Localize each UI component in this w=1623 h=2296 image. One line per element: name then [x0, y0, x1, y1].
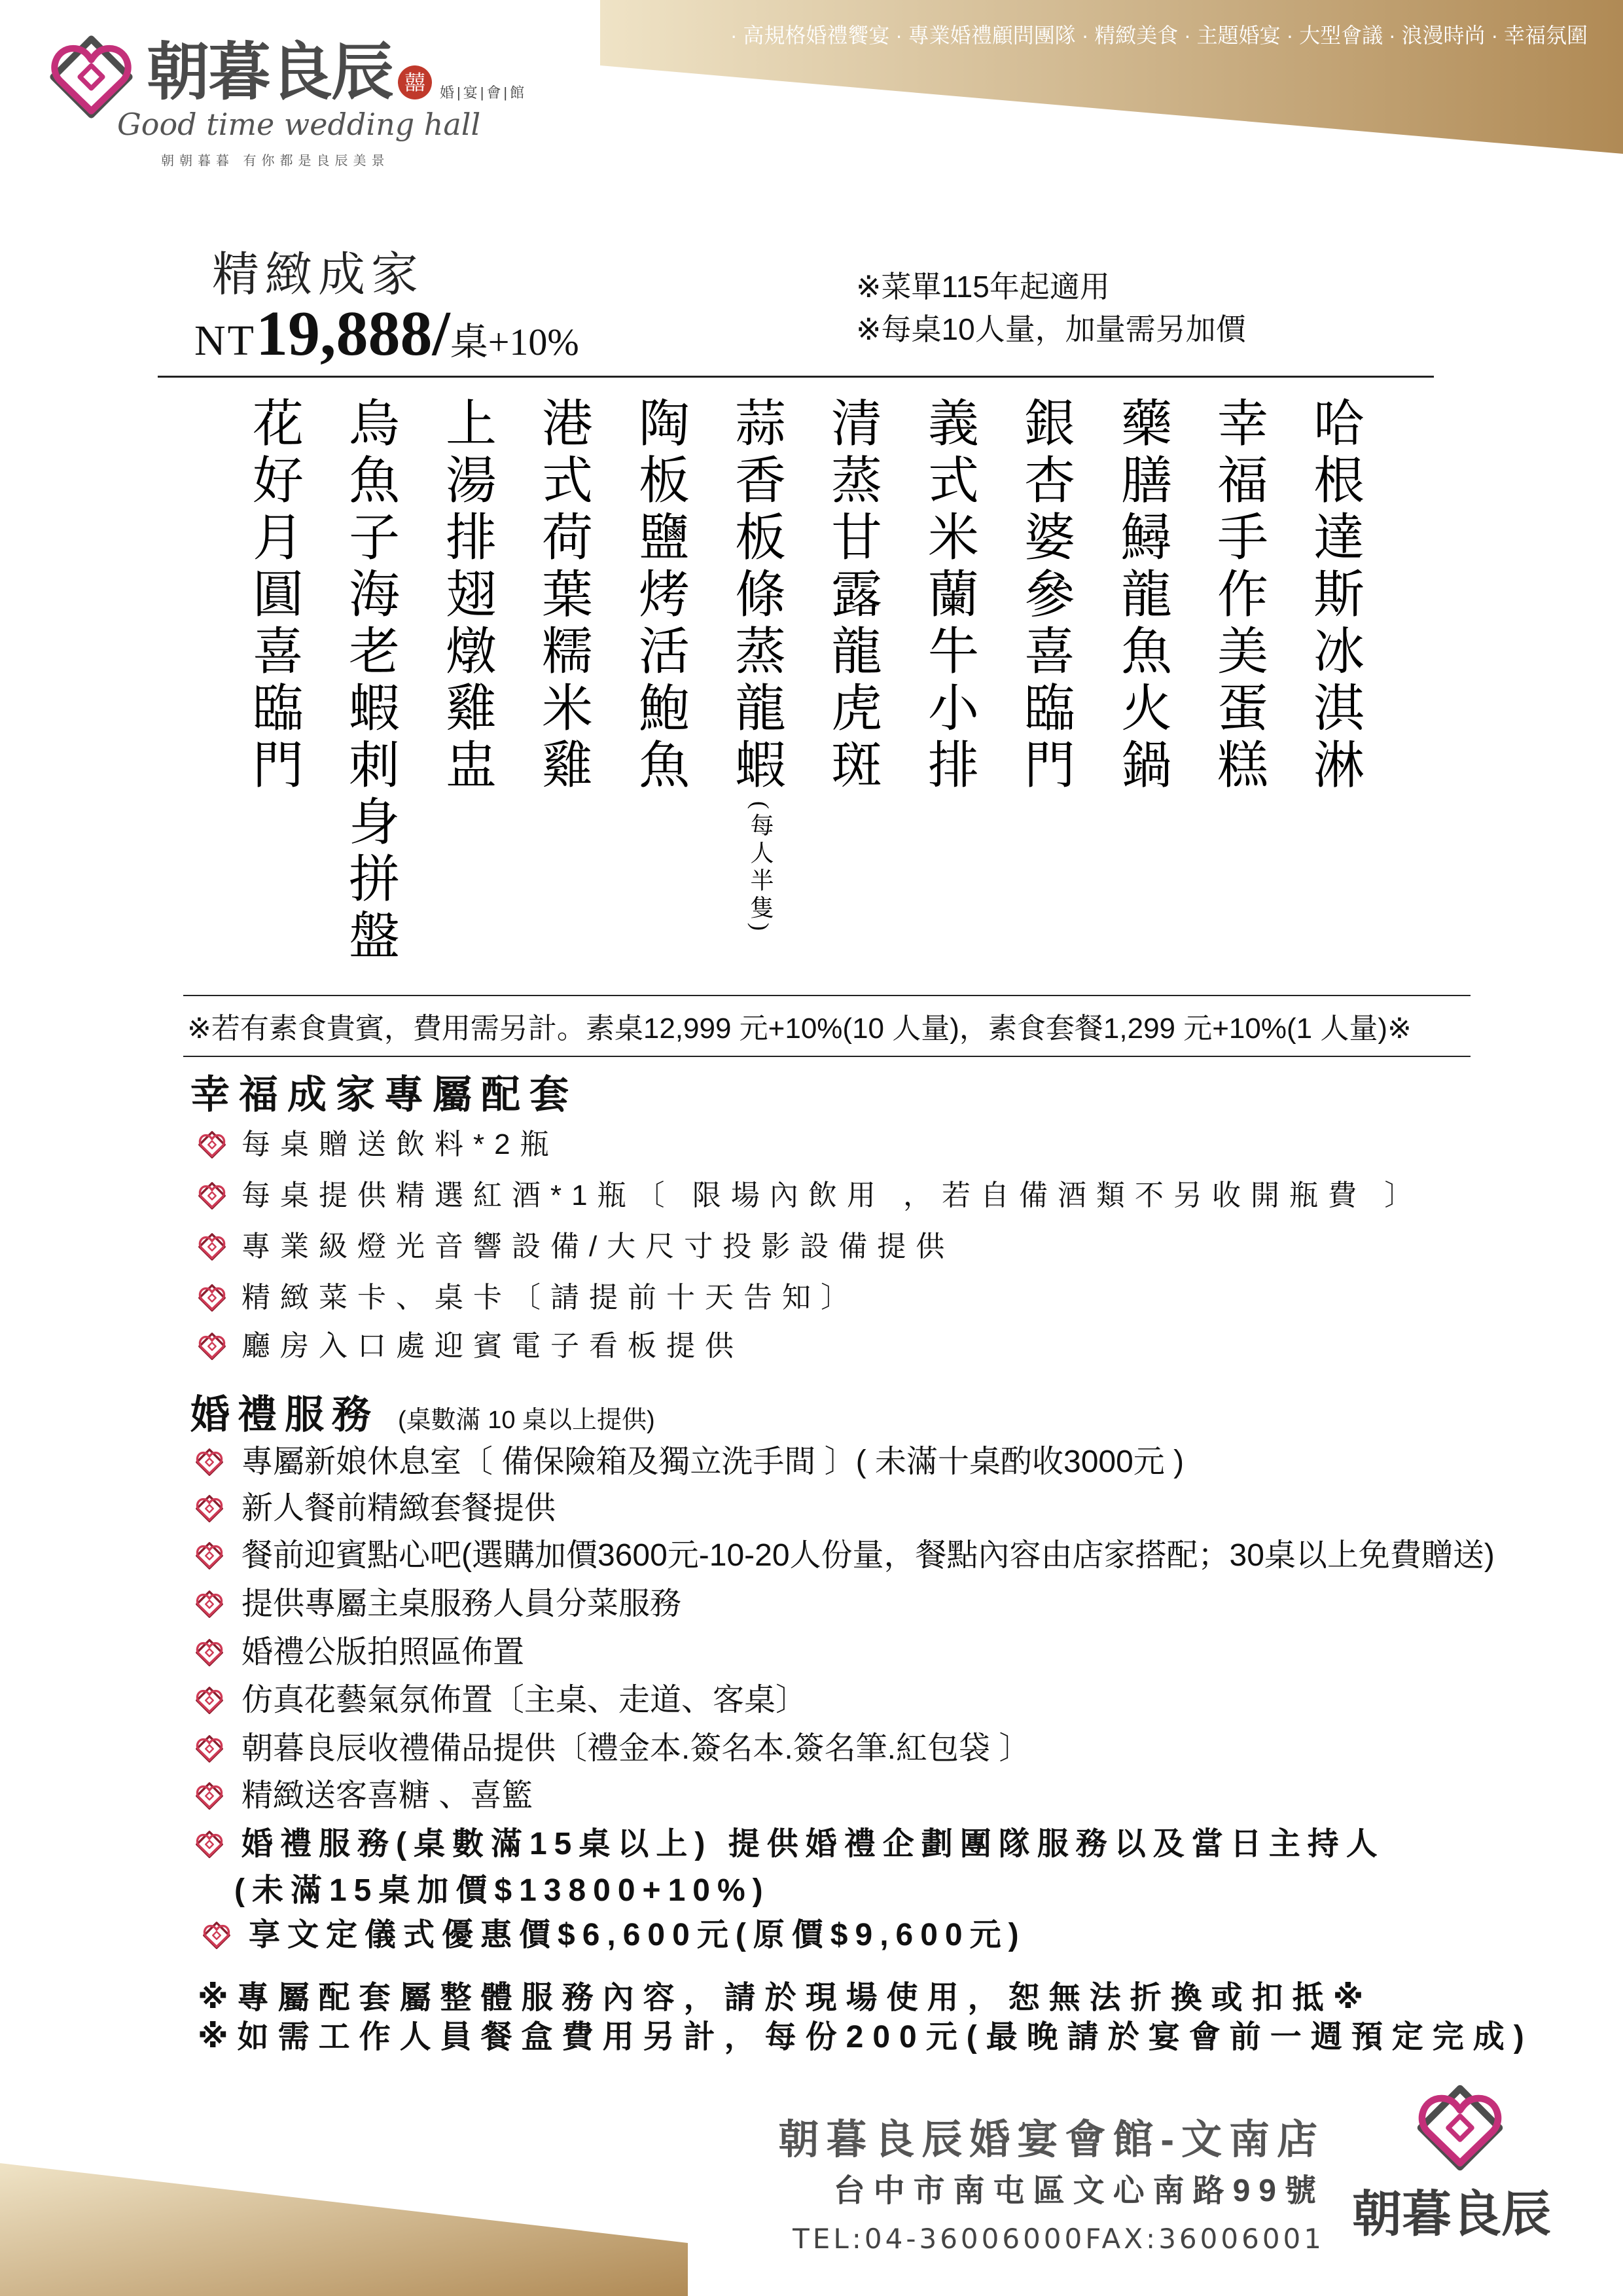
header-tagline: · 高規格婚禮饗宴 · 專業婚禮顧問團隊 · 精緻美食 · 主題婚宴 · 大型會議 · 浪漫時尚 · 幸福氛圍 — [730, 24, 1588, 47]
list-item-text: 朝暮良辰收禮備品提供〔禮金本.簽名本.簽名筆.紅包袋 〕 — [241, 1731, 1031, 1766]
section-heading — [190, 1392, 655, 1438]
package-name: 精緻成家 — [212, 249, 425, 301]
list-item — [194, 1632, 524, 1674]
menu-dish: 烏魚子海老蝦刺身拼盤 — [348, 395, 400, 965]
list-item-text: 婚禮公版拍照區佈置 — [241, 1635, 525, 1670]
menu-dish: 港式荷葉糯米雞 — [541, 395, 593, 794]
list-item-text: 廳房入口處迎賓電子看板提供 — [241, 1330, 743, 1362]
package-price — [194, 298, 579, 374]
menu-dish: 花好月圓喜臨門 — [252, 395, 304, 794]
knot-bullet-icon — [194, 1780, 225, 1812]
brand-script: Good time wedding hall — [117, 107, 481, 142]
knot-bullet-icon — [196, 1282, 228, 1314]
divider — [158, 376, 1434, 378]
package-note: ※每桌10人量，加量需另加價 — [856, 312, 1246, 346]
price-suffix: 桌+10% — [450, 321, 579, 363]
list-item-text: 享文定儀式優惠價$6,600元(原價$9,600元) — [249, 1918, 1026, 1952]
footer-logo-text: 朝暮良辰 — [1352, 2187, 1551, 2242]
menu-dish: 藥膳鱘龍魚火鍋 — [1120, 395, 1172, 794]
brand-slogan: 朝朝暮暮 有你都是良辰美景 — [161, 154, 390, 168]
knot-bullet-icon — [196, 1231, 228, 1263]
list-item — [196, 1124, 559, 1166]
menu-dish: 幸福手作美蛋糕 — [1217, 395, 1268, 794]
list-item-text: 專業級燈光音響設備/大尺寸投影設備提供 — [241, 1230, 955, 1263]
list-item-text: 專屬新娘休息室〔 備保險箱及獨立洗手間 〕( 未滿十桌酌收3000元 ) — [241, 1444, 1185, 1479]
price-prefix: NT — [194, 317, 256, 365]
knot-bullet-icon — [194, 1588, 225, 1620]
menu-dish: 陶板鹽烤活鮑魚 — [638, 395, 690, 794]
menu-dish: 上湯排翅燉雞盅 — [445, 395, 497, 794]
exclusive-package-title: 幸福成家專屬配套 — [190, 1073, 578, 1117]
wedding-service-title: 婚禮服務 — [190, 1393, 379, 1437]
menu-dish: 義式米蘭牛小排 — [927, 395, 979, 794]
menu-dish-note: (每人半隻) — [747, 801, 774, 935]
knot-bullet-icon — [194, 1685, 225, 1716]
disclaimer: ※如需工作人員餐盒費用另計，每份200元(最晚請於宴會前一週預定完成) — [198, 2020, 1533, 2054]
list-item — [234, 1870, 770, 1912]
footer-contact: TEL:04-36006000FAX:36006001 — [793, 2223, 1325, 2255]
list-item-text: 精緻送客喜糖 、喜籃 — [241, 1778, 533, 1813]
list-item-text: 每桌贈送飲料*2瓶 — [241, 1128, 559, 1160]
list-item — [194, 1775, 533, 1817]
brand-subtitle: 婚|宴|會|館 — [440, 84, 527, 101]
list-item-text: 婚禮服務(桌數滿15桌以上) 提供婚禮企劃團隊服務以及當日主持人 — [241, 1827, 1385, 1861]
list-item-text: (未滿15桌加價$13800+10%) — [234, 1873, 770, 1908]
brand-name: 朝暮良辰 — [147, 37, 393, 107]
list-item-text: 精緻菜卡、桌卡〔請提前十天告知〕 — [241, 1282, 859, 1314]
footer-venue: 朝暮良辰婚宴會館-文南店 — [778, 2117, 1325, 2162]
menu-dish: 哈根達斯冰淇淋 — [1313, 395, 1364, 794]
wedding-service-condition: (桌數滿 10 桌以上提供) — [398, 1407, 655, 1434]
vegetarian-note: ※若有素食貴賓，費用需另計。素桌12,999 元+10%(10 人量)，素食套餐1,299 元+10%(1 人量)※ — [187, 1013, 1412, 1045]
list-item — [194, 1441, 1184, 1483]
divider — [183, 995, 1471, 996]
list-item — [194, 1488, 556, 1530]
bottom-gold-band — [0, 2163, 688, 2296]
list-item — [194, 1728, 1030, 1770]
list-item — [194, 1535, 1495, 1577]
knot-bullet-icon — [194, 1493, 225, 1524]
list-item-text: 提供專屬主桌服務人員分菜服務 — [241, 1587, 682, 1621]
knot-bullet-icon — [196, 1331, 228, 1362]
footer-address: 台中市南屯區文心南路99號 — [833, 2174, 1325, 2208]
list-item — [194, 1679, 807, 1721]
disclaimer: ※專屬配套屬整體服務內容，請於現場使用，恕無法折換或扣抵※ — [198, 1981, 1373, 2015]
knot-bullet-icon — [194, 1733, 225, 1765]
knot-bullet-icon — [194, 1446, 225, 1478]
list-item — [196, 1325, 743, 1367]
knot-bullet-icon — [194, 1637, 225, 1668]
divider — [183, 1056, 1471, 1057]
list-item-text: 仿真花藝氣氛佈置〔主桌、走道、客桌〕 — [241, 1683, 808, 1717]
list-item — [196, 1277, 859, 1319]
list-item-text: 餐前迎賓點心吧(選購加價3600元-10-20人份量，餐點內容由店家搭配；30桌以上免費贈送) — [241, 1538, 1495, 1573]
list-item — [194, 1823, 1385, 1865]
footer-knot-heart-icon — [1411, 2079, 1509, 2177]
list-item — [196, 1226, 954, 1268]
menu-dish: 蒜香板條蒸龍蝦 — [734, 395, 786, 794]
section-heading — [190, 1072, 578, 1118]
knot-bullet-icon — [196, 1129, 228, 1160]
knot-bullet-icon — [201, 1920, 232, 1951]
knot-bullet-icon — [194, 1829, 225, 1860]
price-value: 19,888/ — [255, 298, 450, 369]
package-note: ※菜單115年起適用 — [856, 270, 1110, 304]
list-item — [201, 1914, 1026, 1956]
knot-bullet-icon — [196, 1180, 228, 1211]
menu-dish: 銀杏婆參喜臨門 — [1024, 395, 1075, 794]
list-item — [196, 1175, 1423, 1217]
list-item-text: 每桌提供精選紅酒*1瓶〔 限場內飲用 ，若自備酒類不另收開瓶費 〕 — [241, 1179, 1423, 1211]
seal-stamp: 囍 — [398, 65, 432, 99]
knot-bullet-icon — [194, 1540, 225, 1571]
menu-dish: 清蒸甘露龍虎斑 — [830, 395, 882, 794]
list-item — [194, 1583, 681, 1625]
list-item-text: 新人餐前精緻套餐提供 — [241, 1491, 556, 1526]
